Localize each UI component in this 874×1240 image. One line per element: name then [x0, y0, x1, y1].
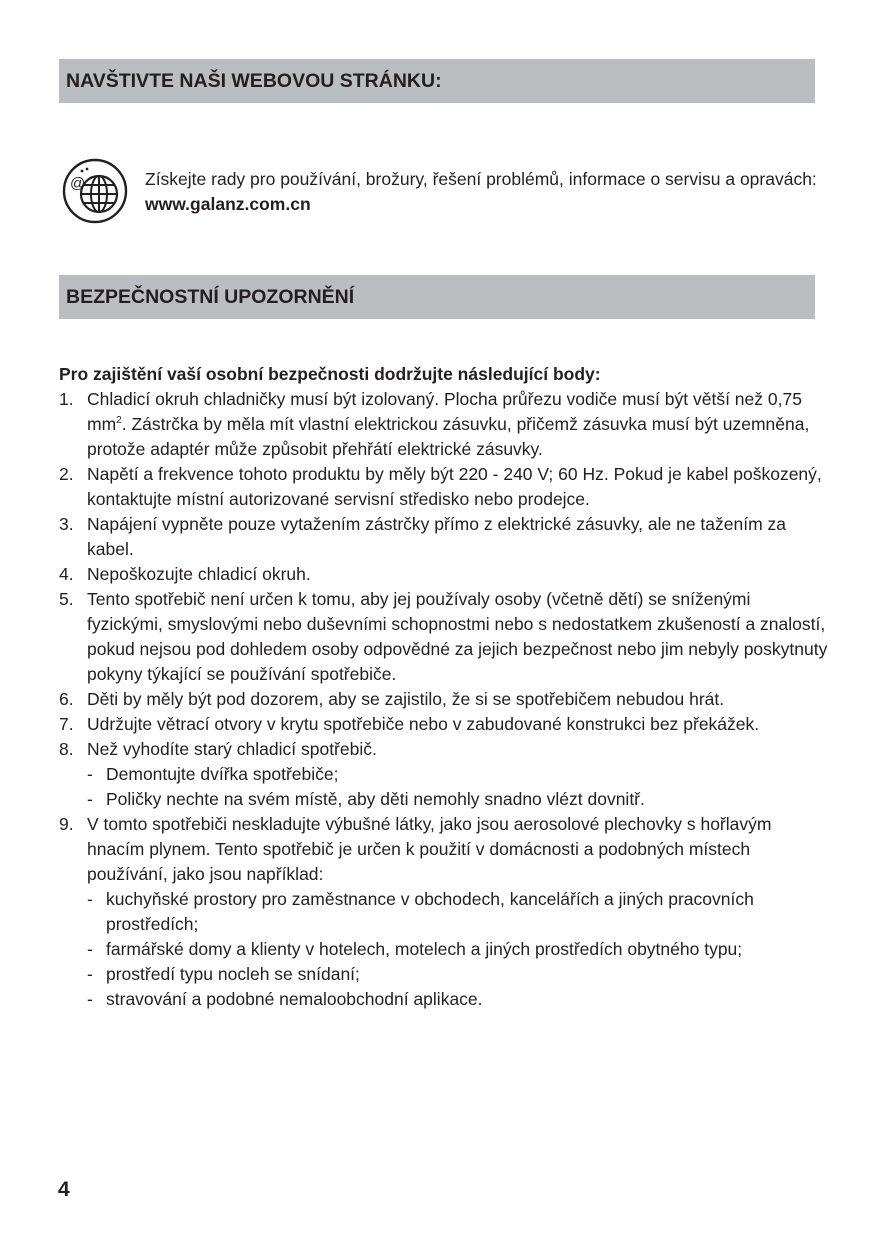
safety-lead: Pro zajištění vaší osobní bezpečnosti dodržujte následující body:	[59, 364, 601, 384]
sub-list	[87, 762, 829, 812]
page-number: 4	[58, 1178, 70, 1201]
list-item: 1. Chladicí okruh chladničky musí být izolovaný. Plocha průřezu vodiče musí být větší než 0,75 $mm^2$. Zástrčka by měla mít vlastní elektrickou zásuvku, přičemž zásuvka musí být uzemněna, protože adaptér může způsobit přehřátí elektrické zásuvky.	[59, 389, 810, 459]
list-item: 8. Než vyhodíte starý chladicí spotřebič. - Demontujte dvířka spotřebiče; - Poličky nechte na svém místě, aby děti nemohly snadno vlézt dovnitř.	[59, 737, 829, 812]
sub-list	[87, 887, 829, 1012]
list-item: 3. Napájení vypněte pouze vytažením zástrčky přímo z elektrické zásuvky, ale ne tažením za kabel.	[59, 514, 787, 559]
website-link[interactable]: www.galanz.com.cn	[145, 194, 311, 214]
list-item: 6. Děti by měly být pod dozorem, aby se zajistilo, že si se spotřebičem nebudou hrát.	[59, 689, 725, 709]
section-heading: BEZPEČNOSTNÍ UPOZORNĚNÍ	[66, 286, 355, 308]
list-item: 9. V tomto spotřebiči neskladujte výbušné látky, jako jsou aerosolové plechovky s hořlavým hnacím plynem. Tento spotřebič je určen k použití v domácnosti a podobných místech používání, jako jsou například: - kuchyňské prostory pro zaměstnance v obchodech, kancelářích a jiných pracovních prostředích; - farmářské domy a klienty v hotelech, motelech a jiných prostředích obytného typu; - prostředí typu nocleh se snídaní; - stravování a podobné nemaloobchodní aplikace.	[59, 812, 829, 1012]
safety-section	[59, 362, 829, 1012]
section-heading: NAVŠTIVTE NAŠI WEBOVOU STRÁNKU:	[66, 70, 442, 92]
safety-list	[59, 387, 829, 1012]
svg-text:@: @	[70, 175, 86, 192]
list-item: 7. Udržujte větrací otvory v krytu spotřebiče nebo v zabudované konstrukci bez překážek.	[59, 714, 760, 734]
list-item: 5. Tento spotřebič není určen k tomu, aby jej používaly osoby (včetně dětí) se sníženými fyzickými, smyslovými nebo duševními schopnostmi nebo s nedostatkem zkušeností a znalostí, pokud nejsou pod dohledem osoby odpovědné za jejich bezpečnost nebo jim nebyly poskytnuty pokyny týkající se používání spotřebiče.	[59, 589, 828, 684]
section-header-safety	[59, 275, 815, 319]
sub-list-item: - farmářské domy a klienty v hotelech, motelech a jiných prostředích obytného typu;	[87, 939, 743, 959]
sub-list-item: - prostředí typu nocleh se snídaní;	[87, 964, 360, 984]
website-text: Získejte rady pro používání, brožury, řešení problémů, informace o servisu a opravách: www.galanz.com.cn	[145, 169, 817, 214]
section-header-web	[59, 59, 815, 103]
sub-list-item: - stravování a podobné nemaloobchodní aplikace.	[87, 989, 483, 1009]
sub-list-item: - kuchyňské prostory pro zaměstnance v obchodech, kancelářích a jiných pracovních prostředích;	[87, 889, 754, 934]
list-item: 4. Nepoškozujte chladicí okruh.	[59, 564, 311, 584]
list-item: 2. Napětí a frekvence tohoto produktu by měly být 220 - 240 V; 60 Hz. Pokud je kabel poškozený, kontaktujte místní autorizované servisní středisko nebo prodejce.	[59, 464, 822, 509]
sub-list-item: - Demontujte dvířka spotřebiče;	[87, 764, 339, 784]
globe-at-icon	[62, 158, 128, 224]
sub-list-item: - Poličky nechte na svém místě, aby děti nemohly snadno vlézt dovnitř.	[87, 789, 645, 809]
